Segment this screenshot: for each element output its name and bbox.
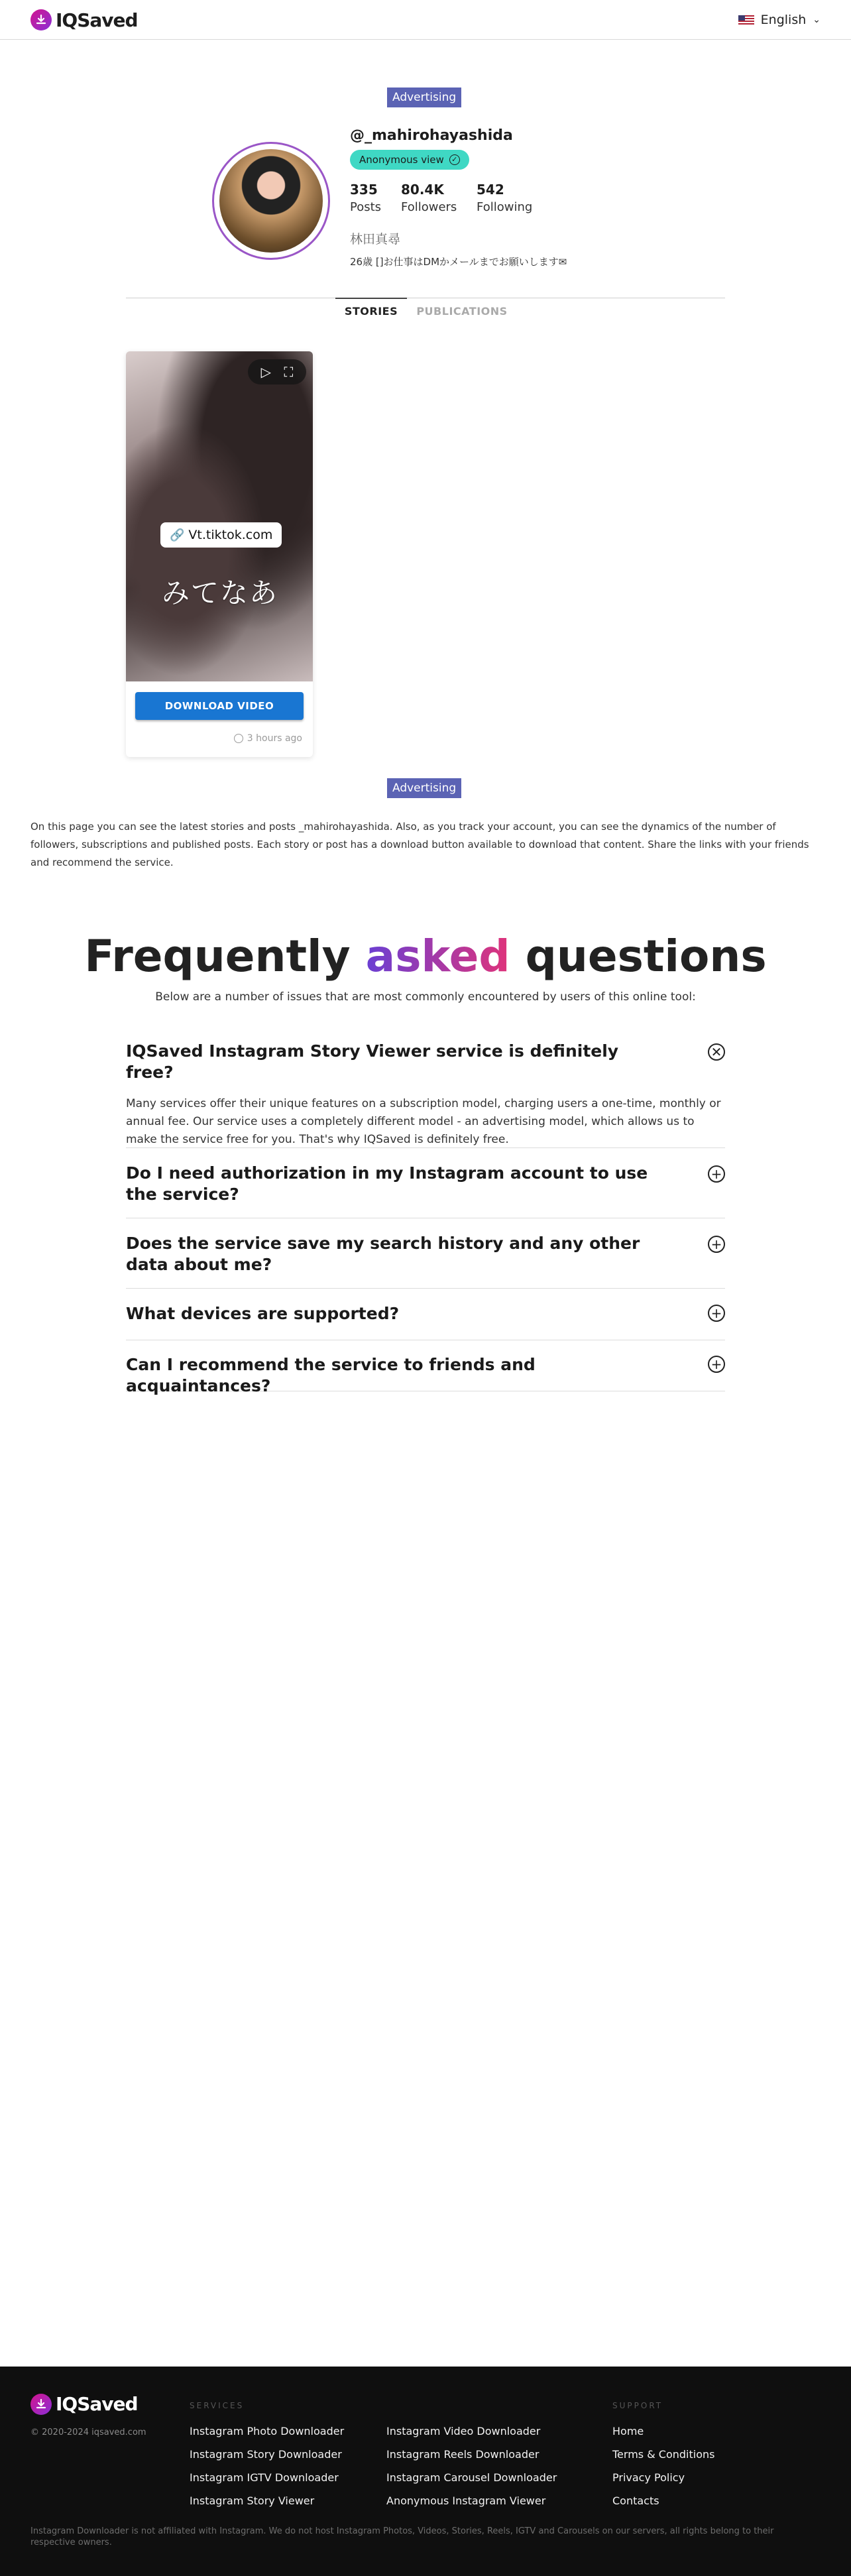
posts-count: 335	[350, 182, 378, 198]
footer-link[interactable]: Anonymous Instagram Viewer	[386, 2494, 546, 2507]
footer-link[interactable]: Contacts	[612, 2494, 659, 2507]
footer-link[interactable]: Privacy Policy	[612, 2471, 685, 2484]
posts-label: Posts	[350, 200, 382, 214]
following-count: 542	[477, 182, 504, 198]
close-circle-icon[interactable]: ✕	[708, 1043, 725, 1061]
faq-title-end: questions	[510, 931, 767, 982]
faq-question: Does the service save my search history and any other data about me?	[126, 1234, 640, 1274]
anonymous-view-badge	[350, 150, 469, 170]
story-time-text: 3 hours ago	[247, 733, 302, 744]
faq-item[interactable]	[126, 1303, 725, 1340]
profile-full-name: 林田真尋	[350, 232, 401, 247]
tab-publications[interactable]: PUBLICATIONS	[416, 304, 508, 318]
footer-brand-name: IQSaved	[56, 2393, 138, 2415]
footer-link[interactable]: Terms & Conditions	[612, 2448, 715, 2461]
tiktok-link-text: Vt.tiktok.com	[188, 528, 273, 542]
faq-title-accent: asked	[365, 931, 510, 982]
story-timestamp	[234, 733, 302, 744]
plus-circle-icon[interactable]: +	[708, 1236, 725, 1253]
followers-stat	[401, 182, 457, 214]
download-video-button[interactable]: DOWNLOAD VIDEO	[135, 692, 304, 720]
faq-item[interactable]	[126, 1163, 725, 1218]
download-icon	[30, 2394, 52, 2415]
following-label: Following	[477, 200, 533, 214]
page-description: On this page you can see the latest stories and posts _mahirohayashida. Also, as you track your account, you can see the dynamics of the number of followers, subscriptions and published posts. Each story or post has a download button available to download that content. Share the links with your friends and recommend the service.	[30, 821, 809, 868]
posts-stat	[350, 182, 381, 214]
language-label: English	[760, 13, 807, 27]
profile-bio: 26歳 []お仕事はDMかメールまでお願いします✉	[350, 256, 567, 268]
site-footer	[0, 2367, 851, 2576]
followers-label: Followers	[401, 200, 457, 214]
tiktok-link-sticker	[160, 522, 282, 548]
brand-logo[interactable]	[30, 8, 138, 32]
tab-stories[interactable]: STORIES	[335, 298, 407, 323]
faq-answer: Many services offer their unique features on a subscription model, charging users a one-time, monthly or annual fee. Our service uses a completely different model - an advertising model, which allows us to make the service free for you. That's why IQSaved is definitely free.	[126, 1097, 721, 1146]
footer-link[interactable]: Instagram IGTV Downloader	[190, 2471, 339, 2484]
footer-link[interactable]: Instagram Story Viewer	[190, 2494, 315, 2507]
plus-circle-icon[interactable]: +	[708, 1165, 725, 1183]
chevron-down-icon: ⌄	[813, 15, 821, 25]
footer-link[interactable]: Instagram Story Downloader	[190, 2448, 342, 2461]
footer-link[interactable]: Instagram Reels Downloader	[386, 2448, 539, 2461]
footer-link[interactable]: Instagram Video Downloader	[386, 2425, 541, 2437]
play-icon[interactable]: ▷	[260, 364, 272, 380]
advertising-badge[interactable]: Advertising	[387, 88, 461, 107]
avatar-image	[219, 149, 323, 253]
profile-username: @_mahirohayashida	[350, 127, 513, 144]
faq-title	[0, 931, 851, 982]
story-card	[126, 351, 313, 757]
story-overlay-text: みてなあ	[162, 577, 279, 609]
faq-item[interactable]	[126, 1354, 725, 1395]
footer-copyright: © 2020-2024 iqsaved.com	[30, 2428, 146, 2437]
followers-count: 80.4K	[401, 182, 444, 198]
footer-link[interactable]: Instagram Carousel Downloader	[386, 2471, 557, 2484]
faq-question: IQSaved Instagram Story Viewer service is definitely free?	[126, 1041, 619, 1082]
brand-name: IQSaved	[56, 9, 138, 31]
footer-brand-logo[interactable]	[30, 2393, 138, 2415]
following-stat	[477, 182, 532, 214]
faq-item[interactable]	[126, 1233, 725, 1289]
anonymous-view-label: Anonymous view	[359, 154, 444, 166]
faq-question: Can I recommend the service to friends and acquaintances?	[126, 1355, 536, 1395]
video-controls	[248, 359, 306, 384]
faq-question: Do I need authorization in my Instagram account to use the service?	[126, 1163, 648, 1204]
faq-item[interactable]	[126, 1041, 725, 1148]
faq-title-start: Frequently	[84, 931, 366, 982]
advertising-badge-2[interactable]: Advertising	[387, 778, 461, 798]
language-selector[interactable]	[738, 11, 821, 29]
plus-circle-icon[interactable]: +	[708, 1305, 725, 1322]
plus-circle-icon[interactable]: +	[708, 1356, 725, 1373]
site-header	[0, 0, 851, 40]
services-heading: SERVICES	[190, 2401, 245, 2410]
support-heading: SUPPORT	[612, 2401, 663, 2410]
download-icon	[30, 9, 52, 30]
link-icon: 🔗	[170, 528, 185, 542]
story-video-preview[interactable]	[126, 351, 313, 681]
clock-icon	[234, 734, 243, 743]
fullscreen-icon[interactable]: ⛶	[284, 364, 294, 380]
footer-link[interactable]: Home	[612, 2425, 644, 2437]
faq-subtitle: Below are a number of issues that are most commonly encountered by users of this online tool:	[155, 990, 696, 1004]
footer-link[interactable]: Instagram Photo Downloader	[190, 2425, 345, 2437]
check-circle-icon: ✓	[449, 154, 460, 165]
us-flag-icon	[738, 15, 754, 25]
faq-question: What devices are supported?	[126, 1304, 400, 1323]
avatar	[212, 142, 330, 260]
footer-disclaimer: Instagram Downloader is not affiliated with Instagram. We do not host Instagram Photos, Videos, Stories, Reels, IGTV and Carousels on our servers, all rights belong to their respective owners.	[30, 2526, 774, 2547]
